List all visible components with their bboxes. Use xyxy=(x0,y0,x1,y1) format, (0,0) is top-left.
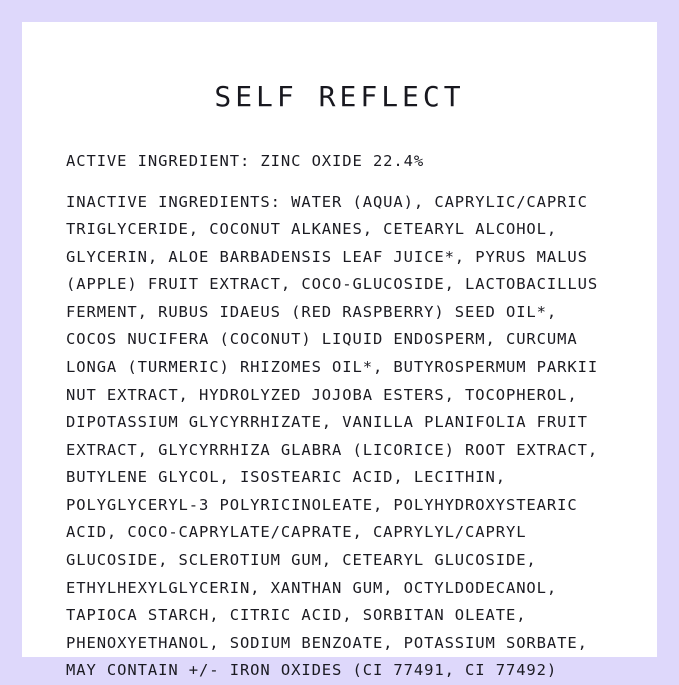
page-title: SELF REFLECT xyxy=(214,80,465,113)
inactive-ingredients-text: INACTIVE INGREDIENTS: WATER (AQUA), CAPRYLIC/CAPRIC TRIGLYCERIDE, COCONUT ALKANES, CETEARYL ALCOHOL, GLYCERIN, ALOE BARBADENSIS LEAF JUICE*, PYRUS MALUS (APPLE) FRUIT EXTRACT, COCO-GLUCOSIDE, LACTOBACILLUS FERMENT, RUBUS IDAEUS (RED RASPBERRY) SEED OIL*, COCOS NUCIFERA (COCONUT) LIQUID ENDOSPERM, CURCUMA LONGA (TURMERIC) RHIZOMES OIL*, BUTYROSPERMUM PARKII NUT EXTRACT, HYDROLYZED JOJOBA ESTERS, TOCOPHEROL, DIPOTASSIUM GLYCYRRHIZATE, VANILLA PLANIFOLIA FRUIT EXTRACT, GLYCYRRHIZA GLABRA (LICORICE) ROOT EXTRACT, BUTYLENE GLYCOL, ISOSTEARIC ACID, LECITHIN, POLYGLYCERYL-3 POLYRICINOLEATE, POLYHYDROXYSTEARIC ACID, COCO-CAPRYLATE/CAPRATE, CAPRYLYL/CAPRYL GLUCOSIDE, SCLEROTIUM GUM, CETEARYL GLUCOSIDE, ETHYLHEXYLGLYCERIN, XANTHAN GUM, OCTYLDODECANOL, TAPIOCA STARCH, CITRIC ACID, SORBITAN OLEATE, PHENOXYETHANOL, SODIUM BENZOATE, POTASSIUM SORBATE, MAY CONTAIN +/- IRON OXIDES (CI 77491, CI 77492) xyxy=(66,192,599,680)
active-ingredient-text: ACTIVE INGREDIENT: ZINC OXIDE 22.4% xyxy=(66,152,425,170)
ingredient-label-card xyxy=(22,22,657,680)
